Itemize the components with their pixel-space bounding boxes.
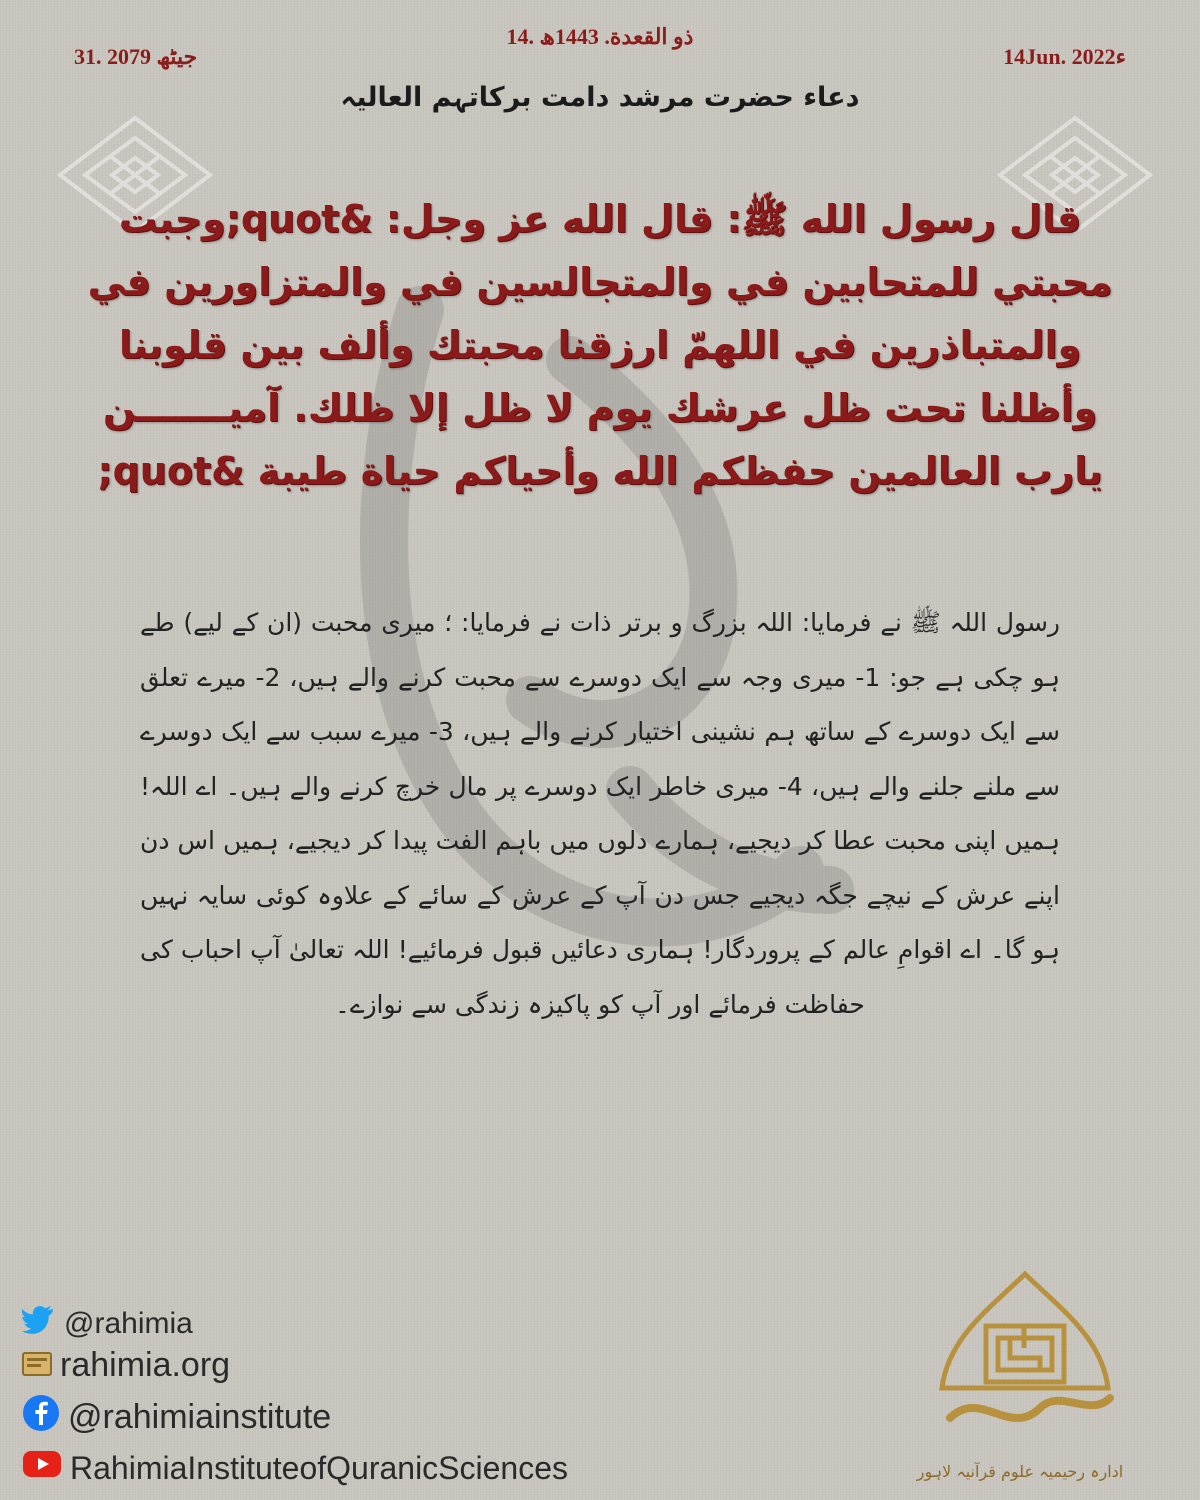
youtube-icon — [22, 1449, 62, 1487]
date-hijri: 14. ذو القعدة. 1443ھ — [506, 24, 694, 49]
facebook-label: @rahimiainstitute — [68, 1398, 332, 1436]
website-link[interactable] — [22, 1346, 230, 1385]
page-title: دعاء حضرت مرشد دامت برکاتہم العالیہ — [340, 82, 860, 113]
twitter-handle[interactable] — [22, 1306, 193, 1342]
web-icon — [22, 1346, 52, 1385]
facebook-icon — [22, 1394, 60, 1441]
date-bikrami: 31. جیٹھ 2079 — [74, 44, 198, 69]
arabic-hadith-text: قال رسول الله ﷺ: قال الله عز وجل: &quot;وجبت محبتي للمتحابين في والمتجالسين في والمتزاورين في والمتباذرين في اللهمّ ارزقنا محبتك وألف بين قلوبنا وأظلنا تحت ظل عرشك يوم لا ظل إلا ظلك. آميـــــــن يارب العالمين حفظكم الله وأحياكم حياة طيبة &quot; — [87, 197, 1113, 493]
urdu-translation-text: رسول اللہ ﷺ نے فرمایا: اللہ بزرگ و برتر ذات نے فرمایا: ؛ میری محبت (ان کے لیے) طے ہو چکی ہے جو: 1- میری وجہ سے ایک دوسرے سے محبت کرنے والے ہیں، 2- میرے تعلق سے ایک دوسرے کے ساتھ ہم نشینی اختیار کرنے والے ہیں، 3- میرے سبب سے ایک دوسرے سے ملنے جلنے والے ہیں، 4- میری خاطر ایک دوسرے پر مال خرچ کرنے والے ہیں۔ اے اللہ! ہمیں اپنی محبت عطا کر دیجیے، ہمارے دلوں میں باہم الفت پیدا کر دیجیے، ہمیں اس دن اپنے عرش کے نیچے جگہ دیجیے جس دن آپ کے عرش کے سائے کے علاوہ کوئی سایہ نہیں ہو گا۔ اے اقوامِ عالم کے پروردگار! ہماری دعائیں قبول فرمائیے! اللہ تعالیٰ آپ احباب کی حفاظت فرمائے اور آپ کو پاکیزہ زندگی سے نوازے۔ — [140, 608, 1061, 1019]
youtube-channel[interactable] — [22, 1449, 568, 1487]
website-label: rahimia.org — [60, 1346, 231, 1384]
twitter-label: @rahimia — [64, 1307, 193, 1340]
facebook-handle[interactable] — [22, 1394, 331, 1441]
date-gregorian: 14Jun. 2022ء — [1003, 44, 1126, 69]
youtube-label: RahimiaInstituteofQuranicSciences — [70, 1449, 569, 1486]
rahimia-logo — [920, 1268, 1130, 1468]
logo-caption: ادارہ رحیمیہ علوم قرآنیہ لاہور — [916, 1462, 1124, 1481]
twitter-icon — [22, 1306, 56, 1342]
